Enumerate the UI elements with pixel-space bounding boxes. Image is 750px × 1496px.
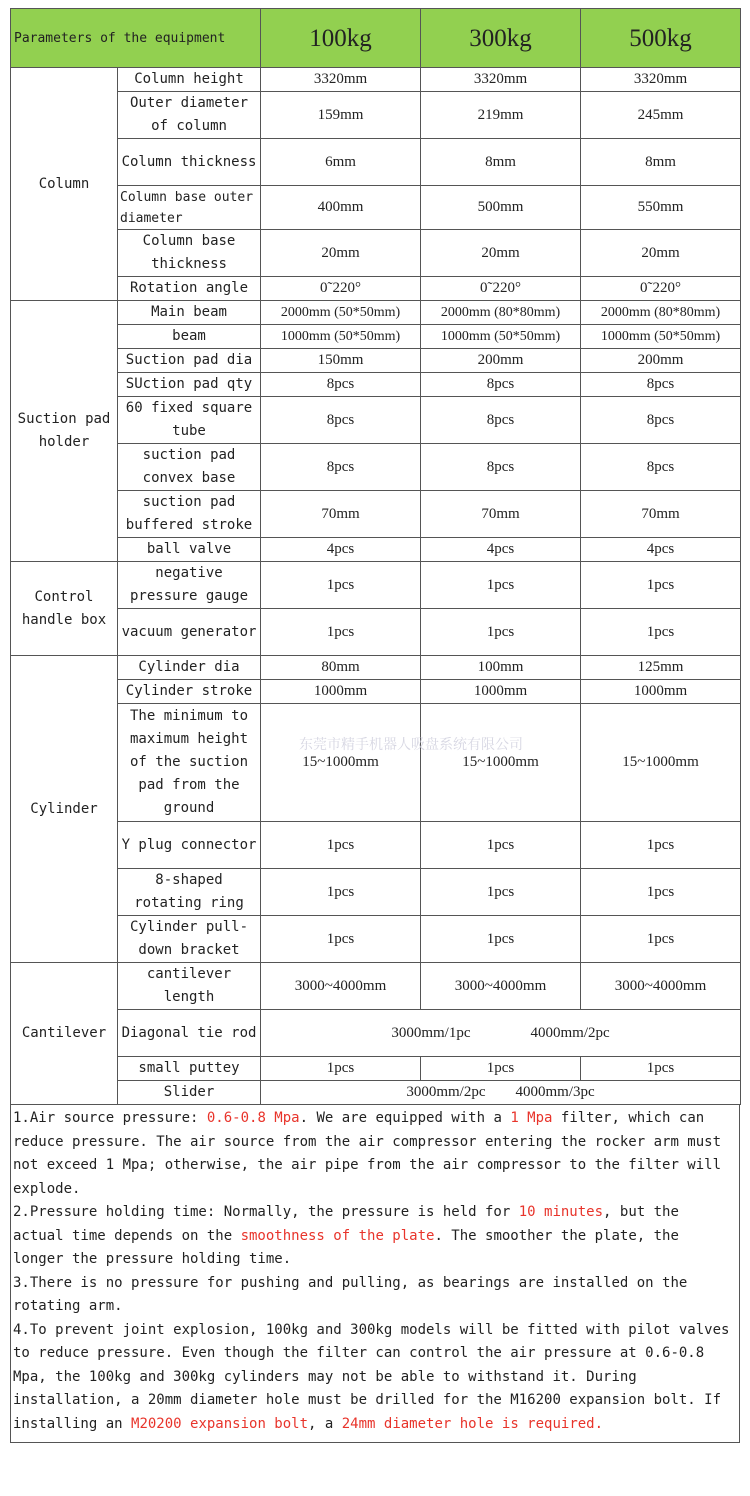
group-column: Column: [11, 68, 118, 301]
table-header-row: [11, 9, 741, 68]
value-cell: 3000~4000mm: [581, 963, 741, 1010]
note-highlight: 1 Mpa: [510, 1110, 553, 1126]
value-cell: [261, 704, 524, 822]
param-label: Slider: [118, 1081, 261, 1105]
value-cell: 550mm: [581, 186, 741, 230]
param-label: Column base thickness: [118, 230, 261, 277]
value-cell: 1000mm (50*50mm): [261, 325, 421, 349]
note-text: . We are equipped with a: [299, 1110, 511, 1126]
model-100kg: 100kg: [261, 9, 421, 68]
value-cell: 4pcs: [581, 538, 741, 562]
value-cell: 100mm: [421, 656, 581, 680]
table-row: [11, 186, 741, 230]
value-cell: 8pcs: [421, 373, 581, 397]
table-row: [11, 349, 741, 373]
value-cell: 1pcs: [421, 609, 581, 656]
param-label: Cylinder stroke: [118, 680, 261, 704]
group-cantilever: Cantilever: [11, 963, 118, 1105]
table-row: [11, 680, 741, 704]
spec-table: [10, 8, 741, 1105]
value-cell: 3000~4000mm: [421, 963, 581, 1010]
param-label: negative pressure gauge: [118, 562, 261, 609]
param-label: ball valve: [118, 538, 261, 562]
spec-sheet: [10, 8, 740, 1443]
value-cell: 20mm: [421, 230, 581, 277]
header-label: Parameters of the equipment: [11, 9, 261, 68]
param-label: 60 fixed square tube: [118, 397, 261, 444]
value-cell: 1pcs: [261, 869, 421, 916]
value-cell: 1pcs: [581, 869, 741, 916]
value-cell: 1000mm: [581, 680, 741, 704]
value-cell: 3320mm: [261, 68, 421, 92]
value-cell: 3000~4000mm: [261, 963, 421, 1010]
value-cell: 1000mm (50*50mm): [421, 325, 581, 349]
table-row: [11, 1010, 741, 1057]
tie-rod-option-a: 3000mm/1pc: [391, 1024, 471, 1041]
tie-rod-option-b: 4000mm/2pc: [530, 1024, 610, 1041]
param-label: Column base outer diameter: [118, 186, 261, 230]
table-row: [11, 822, 741, 869]
value-cell: 1pcs: [261, 916, 421, 963]
value-cell: 6mm: [261, 139, 421, 186]
param-label: Cylinder dia: [118, 656, 261, 680]
value-cell: 1pcs: [421, 1057, 581, 1081]
group-control-handle-box: Control handle box: [11, 562, 118, 656]
value-cell: 1pcs: [581, 822, 741, 869]
value-cell: 1pcs: [581, 609, 741, 656]
note-highlight: 24mm diameter hole is required.: [341, 1415, 604, 1432]
value-cell: 200mm: [421, 349, 581, 373]
note-text: . The smoother the plate, the longer the pressure holding time.: [13, 1227, 679, 1267]
value-cell: 8mm: [421, 139, 581, 186]
model-300kg: 300kg: [421, 9, 581, 68]
table-row: [11, 1081, 741, 1105]
table-row: [11, 92, 741, 139]
value-cell: 1pcs: [261, 562, 421, 609]
table-row: [11, 397, 741, 444]
table-row: [11, 139, 741, 186]
value-cell: 15~1000mm: [421, 704, 581, 822]
note-text: 4.To prevent joint explosion, 100kg and 300kg models will be fitted with pilot valves to reduce pressure. Even though the filter can control the air pressure at 0.6-0.8 Mpa, the 100kg and 300kg cylinders may not be able to withstand it. During installation, a 20mm diameter hole must be drilled for the M16200 expansion bolt. If installing an: [13, 1321, 730, 1432]
param-label: beam: [118, 325, 261, 349]
merged-value-cell: [261, 1081, 741, 1105]
table-row: [11, 230, 741, 277]
param-label: Diagonal tie rod: [118, 1010, 261, 1057]
value-cell: 1pcs: [421, 869, 581, 916]
param-label: Column height: [118, 68, 261, 92]
value-cell: 1pcs: [421, 822, 581, 869]
param-label: Y plug connector: [118, 822, 261, 869]
value-cell: 200mm: [581, 349, 741, 373]
table-row: [11, 562, 741, 609]
value-cell: 2000mm (50*50mm): [261, 301, 421, 325]
value-cell: 400mm: [261, 186, 421, 230]
table-row: [11, 1057, 741, 1081]
param-label: suction pad convex base: [118, 444, 261, 491]
value-cell: 8pcs: [261, 444, 421, 491]
note-text: filter, which can reduce pressure. The air source from the air compressor entering the rocker arm must not exceed 1 Mpa; otherwise, the air pipe from the air compressor to the filter will explode.: [13, 1110, 722, 1197]
param-label: Main beam: [118, 301, 261, 325]
value-cell: 159mm: [261, 92, 421, 139]
table-row: [11, 373, 741, 397]
note-2: [13, 1201, 737, 1272]
value-cell: 70mm: [261, 491, 421, 538]
merged-value-cell: [261, 1010, 741, 1057]
table-row: [11, 656, 741, 680]
param-label: Outer diameter of column: [118, 92, 261, 139]
value-cell: 3320mm: [581, 68, 741, 92]
value-cell: 150mm: [261, 349, 421, 373]
table-row: [11, 301, 741, 325]
table-row: [11, 444, 741, 491]
note-highlight: 10 minutes: [518, 1204, 604, 1220]
table-row: [11, 609, 741, 656]
value-cell: 1pcs: [261, 822, 421, 869]
value-cell: 8pcs: [421, 444, 581, 491]
table-row: [11, 916, 741, 963]
value-cell: 4pcs: [421, 538, 581, 562]
value-cell: 20mm: [581, 230, 741, 277]
table-row: [11, 963, 741, 1010]
notes-section: [10, 1105, 740, 1443]
value-cell: 1pcs: [581, 562, 741, 609]
group-suction-pad-holder: Suction pad holder: [11, 301, 118, 562]
note-text: , a: [308, 1415, 342, 1432]
note-3: 3.There is no pressure for pushing and pulling, as bearings are installed on the rotating arm.: [13, 1274, 688, 1314]
value-cell: 0˜220°: [261, 277, 421, 301]
value-cell: 70mm: [581, 491, 741, 538]
param-label: cantilever length: [118, 963, 261, 1010]
param-label: Rotation angle: [118, 277, 261, 301]
value-cell: 245mm: [581, 92, 741, 139]
table-row: [11, 325, 741, 349]
note-4: [13, 1319, 737, 1437]
note-text: , but the actual time depends on the: [13, 1204, 679, 1244]
table-row: [11, 68, 741, 92]
value-cell: 8pcs: [581, 397, 741, 444]
param-label: Cylinder pull-down bracket: [118, 916, 261, 963]
value-cell: 3320mm: [421, 68, 581, 92]
table-row: [11, 704, 741, 822]
value-cell: 8pcs: [581, 444, 741, 491]
param-label: Suction pad dia: [118, 349, 261, 373]
value-cell: 219mm: [421, 92, 581, 139]
note-1: [13, 1107, 737, 1201]
value-cell: 500mm: [421, 186, 581, 230]
param-label: small puttey: [118, 1057, 261, 1081]
model-500kg: 500kg: [581, 9, 741, 68]
note-highlight: M20200 expansion bolt: [131, 1415, 309, 1432]
value-cell: 4pcs: [261, 538, 421, 562]
slider-option-a: 3000mm/2pc: [406, 1084, 486, 1100]
note-highlight: smoothness of the plate: [240, 1227, 435, 1244]
value-cell: 2000mm (80*80mm): [581, 301, 741, 325]
value-cell: 15~1000mm: [581, 704, 741, 822]
note-highlight: 0.6-0.8 Mpa: [206, 1110, 300, 1126]
note-text: 1.Air source pressure:: [13, 1110, 207, 1126]
value-cell: 1000mm: [421, 680, 581, 704]
value-text: 15~1000mm: [302, 754, 379, 770]
value-cell: 0˜220°: [581, 277, 741, 301]
value-cell: 1pcs: [421, 562, 581, 609]
value-cell: 0˜220°: [421, 277, 581, 301]
value-cell: 8pcs: [261, 397, 421, 444]
param-label: suction pad buffered stroke: [118, 491, 261, 538]
table-row: [11, 538, 741, 562]
value-cell: 1pcs: [261, 609, 421, 656]
value-cell: 8pcs: [261, 373, 421, 397]
value-cell: 80mm: [261, 656, 421, 680]
value-cell: 1pcs: [581, 1057, 741, 1081]
table-row: [11, 869, 741, 916]
value-cell: 1pcs: [421, 916, 581, 963]
param-label: Column thickness: [118, 139, 261, 186]
value-cell: 1pcs: [581, 916, 741, 963]
value-cell: 20mm: [261, 230, 421, 277]
note-text: 2.Pressure holding time: Normally, the pressure is held for: [13, 1204, 519, 1220]
value-cell: 1pcs: [261, 1057, 421, 1081]
value-cell: 2000mm (80*80mm): [421, 301, 581, 325]
value-cell: 70mm: [421, 491, 581, 538]
value-cell: 1000mm: [261, 680, 421, 704]
table-row: [11, 277, 741, 301]
value-cell: 8pcs: [581, 373, 741, 397]
slider-option-b: 4000mm/3pc: [515, 1084, 595, 1100]
param-label: 8-shaped rotating ring: [118, 869, 261, 916]
value-cell: 8mm: [581, 139, 741, 186]
param-label: The minimum to maximum height of the suction pad from the ground: [118, 704, 261, 822]
group-cylinder: Cylinder: [11, 656, 118, 963]
value-cell: 8pcs: [421, 397, 581, 444]
value-cell: 125mm: [581, 656, 741, 680]
watermark-text: 东莞市精手机器人吸盘系统有限公司: [299, 737, 524, 753]
param-label: SUction pad qty: [118, 373, 261, 397]
table-row: [11, 491, 741, 538]
param-label: vacuum generator: [118, 609, 261, 656]
value-cell: 1000mm (50*50mm): [581, 325, 741, 349]
